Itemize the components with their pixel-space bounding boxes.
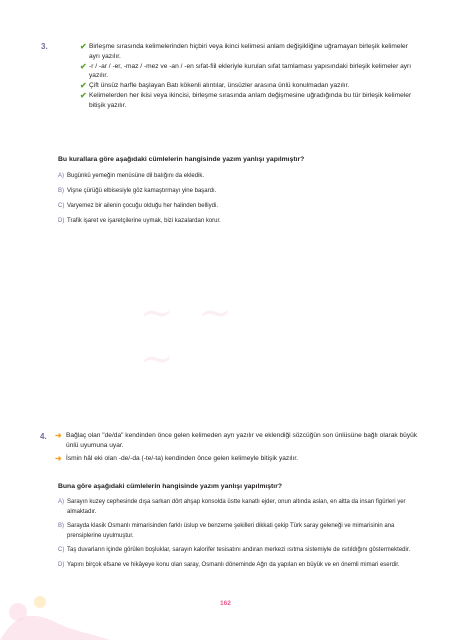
check-icon: ✔ [80, 42, 87, 51]
option-letter: C) [58, 547, 65, 553]
option-d[interactable] [58, 561, 418, 571]
option-letter: A) [58, 173, 64, 179]
check-icon: ✔ [80, 81, 87, 91]
option-d[interactable] [58, 217, 418, 226]
option-letter: B) [58, 188, 64, 194]
check-icon: ✔ [80, 91, 87, 101]
rule-text: İsmin hâl eki olan -de/-da (-te/-ta) kendinden önce gelen kelimeyle bitişik yazılır. [66, 455, 298, 462]
option-text: Varyemez bir ailenin çocuğu olduğu her halinden belliydi. [67, 203, 218, 209]
question-3-stem: Bu kurallara göre aşağıdaki cümlelerin hangisinde yazım yanlışı yapılmıştır? [58, 156, 305, 163]
question-4-number: 4. [40, 432, 47, 441]
rule-text: Kelimelerden her ikisi veya ikincisi, birleşme sırasında anlam değişmesine uğradığında bu tür birleşik kelimeler bitişik yazılır. [89, 92, 412, 110]
rule-item [80, 81, 420, 91]
rule-item [55, 431, 425, 451]
watermark: ~ ~ ~ [140, 290, 238, 382]
rule-text: Çift ünsüz harfle başlayan Batı kökenli alıntılar, ünsüzler arasına ünlü konulmadan yazılır. [89, 82, 350, 90]
question-4-rules [55, 431, 425, 467]
corner-decoration [0, 560, 110, 640]
check-icon: ✔ [80, 61, 87, 71]
option-text: Taş duvarların içinde görülen boşluklar, sarayın kalorifer tesisatını andıran merkezi ısıtma sistemiyle de ısıtıldığını göstermektedir. [67, 547, 411, 553]
option-text: Sarayda klasik Osmanlı mimarisinden farklı üslup ve benzeme şekilleri dikkati çekip Türk saray geleneği ve mimarisinin ana prensiplerine uyulmuştur. [67, 523, 395, 539]
option-c[interactable] [58, 202, 418, 211]
arrow-right-icon: ➜ [55, 454, 62, 463]
question-3-options [58, 172, 418, 232]
option-text: Vişne çürüğü elbisesiyle göz kamaştırmayı yine başardı. [67, 188, 217, 194]
question-4-stem: Buna göre aşağıdaki cümlelerin hangisinde yazım yanlışı yapılmıştır? [58, 483, 282, 490]
option-a[interactable] [58, 498, 418, 517]
question-4-options [58, 498, 418, 575]
rule-text: -r / -ar / -er, -maz / -mez ve -an / -en sıfat-fiil ekleriyle kurulan sıfat tamlaması yapısındaki birleşik kelimeler ayrı yazılır. [89, 62, 412, 80]
page-number: 162 [220, 600, 231, 607]
rule-item [80, 62, 420, 81]
question-3-rules [80, 42, 420, 111]
option-c[interactable] [58, 546, 418, 556]
question-3-number: 3. [41, 42, 48, 51]
option-a[interactable] [58, 172, 418, 181]
option-letter: C) [58, 203, 65, 209]
option-b[interactable] [58, 187, 418, 196]
option-letter: D) [58, 561, 65, 568]
rule-item [55, 454, 425, 464]
option-text: Sarayın kuzey cephesinde dışa sarkan dört ahşap konsolda üstte kanatlı ejder, onun altında aslan, en altta da insan figürleri yer almaktadır. [67, 499, 406, 515]
option-letter: D) [58, 218, 65, 224]
option-text: Yapını birçok efsane ve hikâyeye konu olan saray, Osmanlı döneminde Ağrı da yapılan en büyük ve en önemli mimari eserdir. [67, 561, 400, 568]
option-text: Trafik işaret ve işaretçilerine uymak, bizi kazalardan korur. [67, 218, 221, 224]
option-letter: A) [58, 499, 64, 505]
rule-text: Birleşme sırasında kelimelerinden hiçbiri veya ikinci kelimesi anlam değişikliğine uğramayan birleşik kelimeler ayrı yazılır. [89, 43, 408, 60]
option-b[interactable] [58, 522, 418, 541]
rule-item [80, 42, 420, 61]
arrow-right-icon: ➜ [55, 431, 62, 440]
option-text: Bugünkü yemeğin menüsüne dil balığını da ekledik. [67, 173, 205, 179]
rule-item [80, 91, 420, 110]
option-letter: B) [58, 523, 64, 529]
rule-text: Bağlaç olan "de/da" kendinden önce gelen kelimeden ayrı yazılır ve eklendiği sözcüğün son ünlüsüne bağlı olarak büyük ünlü uyumuna uyar. [66, 432, 418, 449]
